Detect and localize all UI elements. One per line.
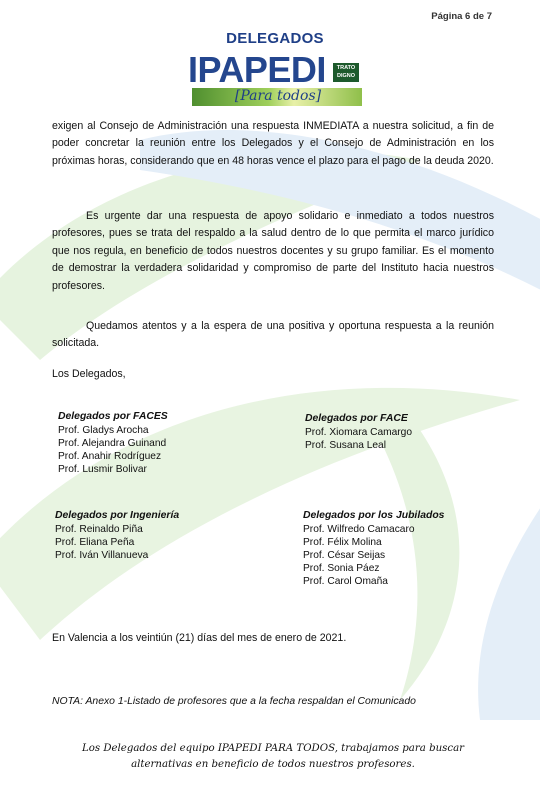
footer-line: alternativas en beneficio de todos nuestros profesores.: [131, 759, 415, 770]
group-heading: Delegados por FACES: [58, 411, 168, 422]
group-heading: Delegados por FACE: [305, 413, 408, 424]
delegate-name: Prof. Sonia Páez: [303, 563, 380, 574]
ipapedi-logo: [180, 30, 370, 108]
body-paragraph: Quedamos atentos y a la espera de una positiva y oportuna respuesta a la reunión solicitada.: [52, 320, 494, 350]
body-paragraph: Es urgente dar una respuesta de apoyo solidario e inmediato a todos nuestros profesores, pues se trata del respaldo a la salud dentro de lo que permita el marco jurídico que nos regula, en beneficio de todos nuestros docentes y su grupo familiar. Es el momento de demostrar la verdadera solidaridad y compromiso de parte del Instituto hacia nuestros profesores.: [52, 210, 494, 292]
group-heading: Delegados por Ingeniería: [55, 510, 180, 521]
annex-note: NOTA: Anexo 1-Listado de profesores que a la fecha respaldan el Comunicado: [52, 696, 416, 707]
page-number: Página 6 de 7: [431, 11, 492, 22]
watermark-swoosh: [478, 480, 540, 720]
delegate-name: Prof. Félix Molina: [303, 537, 382, 548]
delegates-ingenieria: [55, 509, 179, 562]
footer-line: Los Delegados del equipo IPAPEDI PARA TODOS, trabajamos para buscar: [81, 743, 465, 754]
logo-main: [188, 50, 362, 106]
delegate-name: Prof. Reinaldo Piña: [55, 524, 143, 535]
body-paragraph: exigen al Consejo de Administración una respuesta INMEDIATA a nuestra solicitud, a fin de poder concretar la reunión entre los Delegados y el Consejo de Administración en los próximas horas, considerando que en 48 horas vence el plazo para el pago de la deuda 2020.: [52, 120, 494, 167]
logo-slogan: [Para todos]: [234, 88, 322, 104]
delegates-faces: [58, 410, 168, 476]
date-line: En Valencia a los veintiún (21) días del mes de enero de 2021.: [52, 632, 347, 644]
delegate-name: Prof. Iván Villanueva: [55, 550, 149, 561]
salutation: Los Delegados,: [52, 368, 126, 380]
delegate-name: Prof. Alejandra Guinand: [58, 438, 167, 449]
group-heading: Delegados por los Jubilados: [303, 510, 445, 521]
delegate-name: Prof. Eliana Peña: [55, 537, 135, 548]
delegate-name: Prof. Gladys Arocha: [58, 425, 149, 436]
delegate-name: Prof. Wilfredo Camacaro: [303, 524, 415, 535]
delegate-name: Prof. Lusmir Bolivar: [58, 464, 147, 475]
logo-wordmark: IPAPEDI: [188, 49, 326, 90]
delegate-name: Prof. Carol Omaña: [303, 576, 388, 587]
delegate-name: Prof. Xiomara Camargo: [305, 427, 413, 438]
delegates-face: [305, 412, 412, 452]
logo-badge: TRATO DIGNO: [333, 63, 359, 82]
footer-motto: [52, 741, 494, 773]
delegate-name: Prof. César Seijas: [303, 550, 386, 561]
delegate-name: Prof. Susana Leal: [305, 440, 386, 451]
delegates-jubilados: [303, 509, 444, 588]
logo-title: DELEGADOS: [226, 30, 324, 47]
delegate-name: Prof. Anahir Rodríguez: [58, 451, 162, 462]
